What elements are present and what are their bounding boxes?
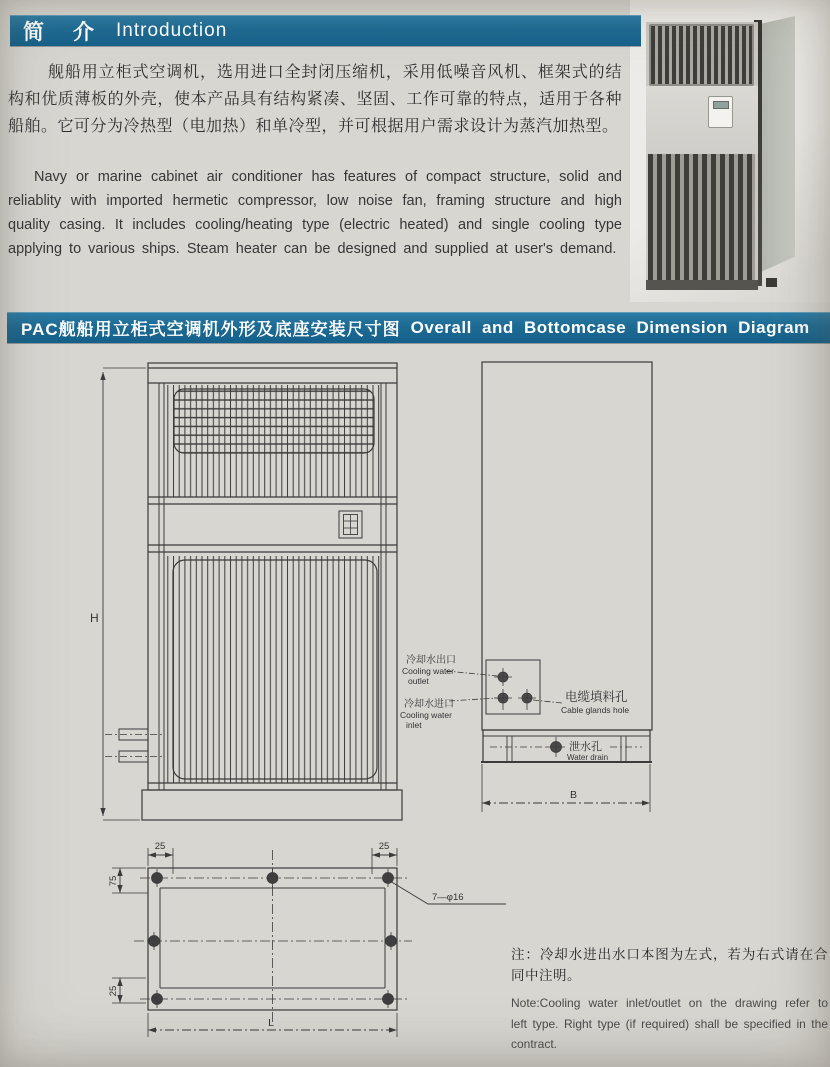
cable-glands-label-zh: 电缆填料孔 [565,690,628,704]
water-drain-label-zh: 泄水孔 [569,741,602,753]
intro-title-zh: 简 介 [23,20,98,44]
dim-l-label: L [268,1017,274,1029]
dim-b-label: B [570,789,578,801]
dim-h-label: H [90,611,99,625]
cooling-outlet-label-en2: outlet [408,676,429,686]
note-block [511,944,828,1055]
cooling-outlet-label-en1: Cooling water [402,666,454,676]
cooling-inlet-label-zh: 冷却水进口 [404,699,454,710]
dim-25-top-left: 25 [154,841,166,852]
plan-view [112,848,506,1037]
cooling-inlet-label-en2: inlet [406,720,422,730]
dim-25-top-right: 25 [378,841,390,852]
note-text-zh: 注：冷却水进出水口本图为左式，若为右式请在合同中注明。 [511,947,828,983]
dim-25-bottom-left: 25 [108,985,119,997]
side-view [446,362,652,812]
intro-paragraph-en: Navy or marine cabinet air conditioner has features of compact structure, solid and reliablity with imported hermetic compressor, low noise fan, framing structure and high quality casing. It includes cooling/heating type (electric heated) and single cooling type applying to various ships. Steam heater can be designed and supplied at user's demand. [8,169,622,257]
note-text-en: Note:Cooling water inlet/outlet on the drawing refer to left type. Right type (if required) shall be specified in the contract. [511,996,828,1051]
dim-75-left: 75 [108,875,119,887]
dimension-title-en: Overall and Bottomcase Dimension Diagram [410,317,810,337]
intro-title-en: Introduction [116,19,228,41]
water-drain-label-en: Water drain [567,753,609,762]
front-view [103,363,402,820]
cooling-outlet-label-zh: 冷却水出口 [406,655,456,666]
cooling-inlet-label-en1: Cooling water [400,710,452,720]
holes-callout-label: 7—φ16 [432,892,464,903]
dimension-title-zh: PAC舰船用立柜式空调机外形及底座安装尺寸图 [21,320,401,339]
intro-paragraph-zh: 舰船用立柜式空调机，选用进口全封闭压缩机，采用低噪音风机、框架式的结构和优质薄板的外壳，使本产品具有结构紧凑、坚固、工作可靠的特点，适用于各种船舶。它可分为冷热型（电加热）和单冷型，并可根据用户需求设计为蒸汽加热型。 [8,64,622,135]
cable-glands-label-en: Cable glands hole [561,705,630,715]
